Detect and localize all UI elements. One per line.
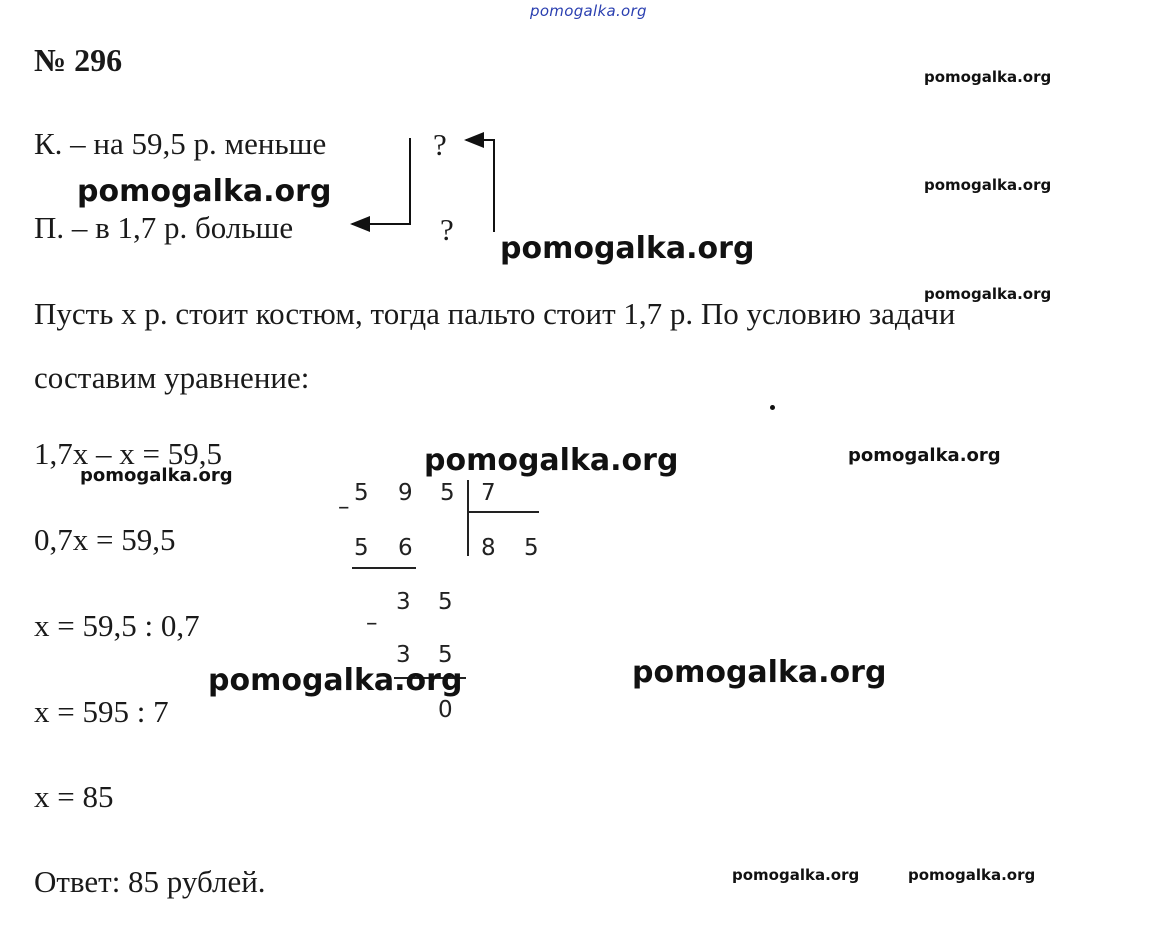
- watermark: pomogalka.org: [208, 663, 463, 698]
- equation-4: x = 595 : 7: [34, 694, 169, 729]
- watermark: pomogalka.org: [908, 866, 1036, 884]
- watermark: pomogalka.org: [924, 285, 1052, 303]
- watermark: pomogalka.org: [77, 174, 332, 209]
- quotient-digit: 5: [524, 535, 539, 561]
- condition-line-1: К. – на 59,5 р. меньше: [34, 126, 327, 161]
- subtract-digit: 6: [398, 535, 413, 561]
- problem-number: № 296: [34, 42, 123, 78]
- dividend-digit: 5: [440, 480, 455, 506]
- solution-paragraph-2: составим уравнение:: [34, 360, 310, 395]
- watermark: pomogalka.org: [732, 866, 860, 884]
- final-remainder-digit: 0: [438, 697, 453, 723]
- watermark: pomogalka.org: [848, 445, 1001, 466]
- arrow-right-bracket: [466, 140, 494, 232]
- equation-5: x = 85: [34, 779, 114, 814]
- watermark: pomogalka.org: [424, 443, 679, 478]
- quotient-digit: 8: [481, 535, 496, 561]
- watermark: pomogalka.org: [632, 655, 887, 690]
- equation-3: x = 59,5 : 0,7: [34, 608, 200, 643]
- question-mark-1: ?: [433, 127, 447, 162]
- watermark: pomogalka.org: [80, 465, 233, 486]
- subtract-line-1: [352, 567, 416, 569]
- dividend-digit: 9: [398, 480, 413, 506]
- watermark-top: pomogalka.org: [530, 2, 647, 20]
- equation-1: 1,7x – x = 59,5: [34, 436, 222, 471]
- dividend-digit: 5: [354, 480, 369, 506]
- watermark: pomogalka.org: [924, 68, 1052, 86]
- minus-sign: –: [338, 494, 350, 520]
- arrow-left-bracket: [352, 138, 410, 224]
- minus-sign: –: [366, 610, 378, 636]
- remainder-digit: 5: [438, 589, 453, 615]
- division-horizontal-bar: [467, 511, 539, 513]
- watermark: pomogalka.org: [500, 231, 755, 266]
- question-mark-2: ?: [440, 212, 454, 247]
- divisor-digit: 7: [481, 480, 496, 506]
- answer-line: Ответ: 85 рублей.: [34, 864, 266, 899]
- subtract-digit: 5: [438, 642, 453, 668]
- solution-paragraph-1: Пусть x р. стоит костюм, тогда пальто стоит 1,7 р. По условию задачи: [34, 296, 956, 331]
- subtract-digit: 3: [396, 642, 411, 668]
- watermark: pomogalka.org: [924, 176, 1052, 194]
- dot-mark: [770, 405, 775, 410]
- equation-2: 0,7x = 59,5: [34, 522, 176, 557]
- remainder-digit: 3: [396, 589, 411, 615]
- subtract-digit: 5: [354, 535, 369, 561]
- division-vertical-bar: [467, 480, 469, 556]
- condition-line-2: П. – в 1,7 р. больше: [34, 210, 294, 245]
